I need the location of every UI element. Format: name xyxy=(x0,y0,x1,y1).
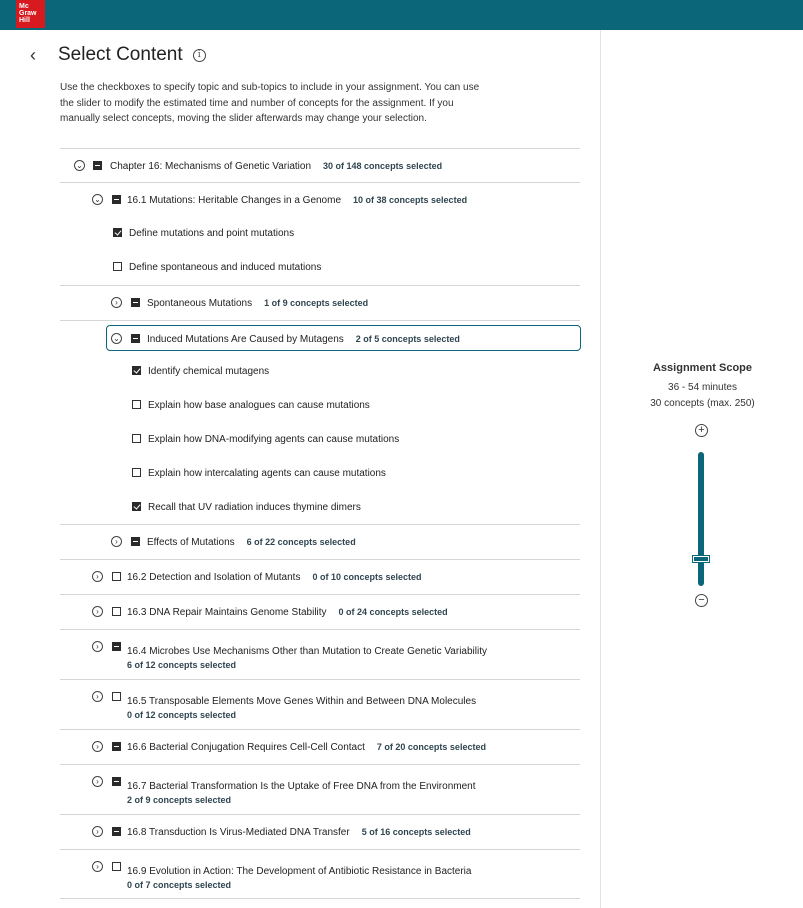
selection-count: 0 of 10 concepts selected xyxy=(312,572,422,582)
selection-count: 0 of 12 concepts selected xyxy=(127,710,237,720)
chevron-right-icon[interactable]: › xyxy=(92,691,103,702)
info-icon[interactable]: i xyxy=(193,49,206,62)
selection-count: 5 of 16 concepts selected xyxy=(361,827,471,837)
tree-label: 16.3 DNA Repair Maintains Genome Stability xyxy=(127,607,327,618)
tree-row-section-16-2[interactable] xyxy=(60,559,580,594)
tree-label: 16.7 Bacterial Transformation Is the Uptake of Free DNA from the Environment xyxy=(127,781,476,792)
tree-label: Spontaneous Mutations xyxy=(147,298,253,309)
concept-row[interactable] xyxy=(60,250,580,284)
scope-slider-track[interactable] xyxy=(698,452,704,586)
scope-time: 36 - 54 minutes xyxy=(668,382,737,393)
chevron-right-icon[interactable]: › xyxy=(92,826,103,837)
selection-count: 2 of 9 concepts selected xyxy=(127,795,232,805)
content-panel xyxy=(0,30,600,908)
checkbox-partial[interactable] xyxy=(112,642,121,651)
checkbox-partial[interactable] xyxy=(131,537,140,546)
checkbox-unchecked[interactable] xyxy=(112,607,121,616)
selection-count: 7 of 20 concepts selected xyxy=(376,742,486,752)
checkbox-partial[interactable] xyxy=(131,298,140,307)
concept-label: Explain how base analogues can cause mutations xyxy=(148,400,370,411)
checkbox-partial[interactable] xyxy=(112,742,121,751)
selection-count: 30 of 148 concepts selected xyxy=(323,161,443,171)
concept-label: Explain how intercalating agents can cause mutations xyxy=(148,468,386,479)
concept-row[interactable] xyxy=(60,456,580,490)
chevron-right-icon[interactable]: › xyxy=(92,641,103,652)
top-bar xyxy=(0,0,803,30)
checkbox-unchecked[interactable] xyxy=(132,434,141,443)
concept-row[interactable] xyxy=(60,354,580,388)
checkbox-checked[interactable] xyxy=(132,502,141,511)
checkbox-checked[interactable] xyxy=(132,366,141,375)
checkbox-unchecked[interactable] xyxy=(113,262,122,271)
concept-label: Define mutations and point mutations xyxy=(129,228,295,239)
tree-label: Induced Mutations Are Caused by Mutagens xyxy=(147,334,344,345)
checkbox-partial[interactable] xyxy=(112,195,121,204)
scope-slider-thumb[interactable] xyxy=(693,556,709,562)
scope-title: Assignment Scope xyxy=(652,362,753,374)
tree-label: 16.5 Transposable Elements Move Genes Within and Between DNA Molecules xyxy=(127,696,477,707)
chevron-right-icon[interactable]: › xyxy=(111,297,122,308)
focused-row-outline xyxy=(106,325,581,351)
selection-count: 0 of 24 concepts selected xyxy=(338,607,448,617)
tree-label: 16.2 Detection and Isolation of Mutants xyxy=(127,572,301,583)
tree-label: 16.9 Evolution in Action: The Development of Antibiotic Resistance in Bacteria xyxy=(127,866,472,877)
chevron-right-icon[interactable]: › xyxy=(92,571,103,582)
concept-row[interactable] xyxy=(60,216,580,250)
chevron-right-icon[interactable]: › xyxy=(111,536,122,547)
tree-row-section-16-7[interactable] xyxy=(60,764,580,814)
tree-row-section-16-3[interactable] xyxy=(60,594,580,629)
chevron-down-icon[interactable]: ⌄ xyxy=(111,333,122,344)
concept-label: Identify chemical mutagens xyxy=(148,366,270,377)
checkbox-partial[interactable] xyxy=(112,777,121,786)
checkbox-unchecked[interactable] xyxy=(132,468,141,477)
chevron-right-icon[interactable]: › xyxy=(92,776,103,787)
concept-row[interactable] xyxy=(60,490,580,524)
page-header xyxy=(30,44,206,66)
instructions-text: Use the checkboxes to specify topic and sub-topics to include in your assignment. You can use the slider to modify the estimated time and number of concepts for the assignment. If you manually select concepts, moving the slider afterwards may change your selection. xyxy=(60,82,480,124)
minus-icon[interactable]: − xyxy=(695,594,708,607)
assignment-scope-panel xyxy=(600,30,803,908)
checkbox-checked[interactable] xyxy=(113,228,122,237)
tree-row-section-16-6[interactable] xyxy=(60,729,580,764)
selection-count: 2 of 5 concepts selected xyxy=(355,334,460,344)
back-arrow-icon[interactable]: ‹ xyxy=(30,44,36,65)
tree-row-section-16-4[interactable] xyxy=(60,629,580,679)
tree-row-spontaneous[interactable] xyxy=(60,285,580,320)
tree-label: 16.4 Microbes Use Mechanisms Other than Mutation to Create Genetic Variability xyxy=(127,646,487,657)
page-title: Select Content xyxy=(58,44,183,65)
checkbox-unchecked[interactable] xyxy=(112,572,121,581)
tree-label: Chapter 16: Mechanisms of Genetic Variation xyxy=(110,161,312,172)
concept-label: Explain how DNA-modifying agents can cause mutations xyxy=(148,434,400,445)
chevron-down-icon[interactable]: ⌄ xyxy=(74,160,85,171)
chevron-right-icon[interactable]: › xyxy=(92,861,103,872)
scope-concepts: 30 concepts (max. 250) xyxy=(650,398,755,409)
concept-row[interactable] xyxy=(60,388,580,422)
tree-row-section-16-9[interactable] xyxy=(60,849,580,899)
selection-count: 6 of 12 concepts selected xyxy=(127,660,237,670)
chevron-right-icon[interactable]: › xyxy=(92,606,103,617)
checkbox-unchecked[interactable] xyxy=(112,692,121,701)
chevron-right-icon[interactable]: › xyxy=(92,741,103,752)
plus-icon[interactable]: + xyxy=(695,424,708,437)
selection-count: 1 of 9 concepts selected xyxy=(264,298,369,308)
concept-row[interactable] xyxy=(60,422,580,456)
tree-label: 16.1 Mutations: Heritable Changes in a Genome xyxy=(127,195,342,206)
concept-label: Recall that UV radiation induces thymine dimers xyxy=(148,502,361,513)
checkbox-partial[interactable] xyxy=(112,827,121,836)
tree-row-section-16-5[interactable] xyxy=(60,679,580,729)
chevron-down-icon[interactable]: ⌄ xyxy=(92,194,103,205)
selection-count: 10 of 38 concepts selected xyxy=(353,195,468,205)
tree-row-effects[interactable] xyxy=(60,524,580,559)
tree-row-chapter[interactable] xyxy=(60,148,580,182)
checkbox-unchecked[interactable] xyxy=(132,400,141,409)
tree-label: Effects of Mutations xyxy=(147,537,235,548)
tree-row-section-16-8[interactable] xyxy=(60,814,580,849)
checkbox-unchecked[interactable] xyxy=(112,862,121,871)
mcgraw-hill-logo: Mc Graw Hill xyxy=(16,0,45,28)
selection-count: 0 of 7 concepts selected xyxy=(127,880,232,890)
concept-label: Define spontaneous and induced mutations xyxy=(129,262,322,273)
checkbox-partial[interactable] xyxy=(93,161,102,170)
tree-row-section-16-1[interactable] xyxy=(60,182,580,216)
tree-label: 16.6 Bacterial Conjugation Requires Cell-Cell Contact xyxy=(127,742,365,753)
selection-count: 6 of 22 concepts selected xyxy=(246,537,356,547)
tree-label: 16.8 Transduction Is Virus-Mediated DNA Transfer xyxy=(127,827,350,838)
